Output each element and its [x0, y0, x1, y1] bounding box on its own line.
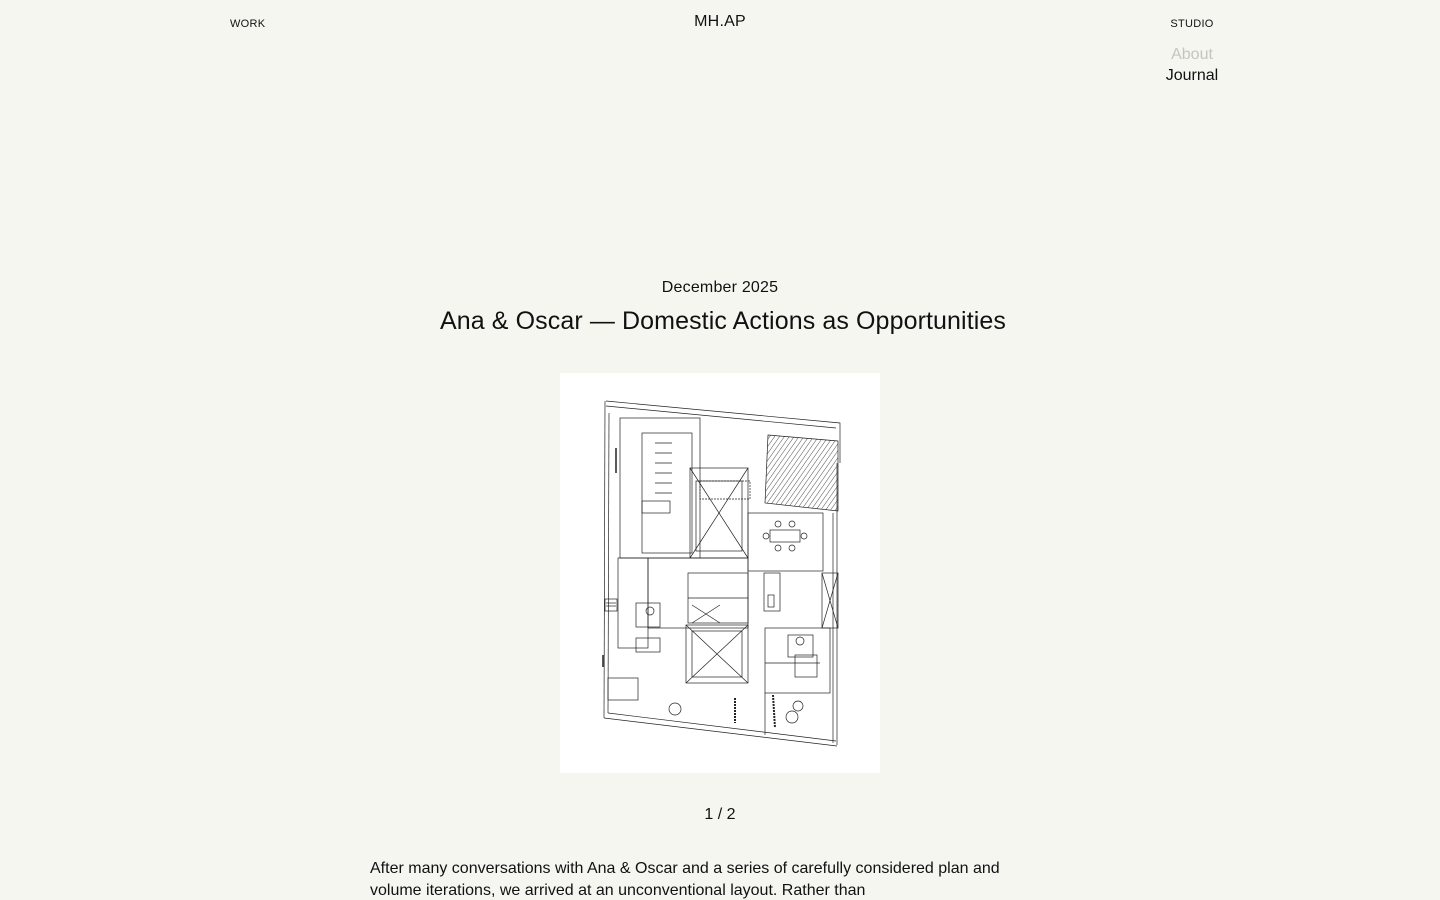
site-logo[interactable]: MH.AP [694, 13, 746, 30]
floor-plan-drawing [560, 373, 880, 773]
submenu-about-link[interactable]: About [1171, 46, 1213, 63]
submenu-journal-link[interactable]: Journal [1165, 67, 1219, 84]
gallery-counter: 1 / 2 [704, 806, 736, 823]
nav-work-link[interactable]: WORK [230, 18, 266, 30]
article-title: Ana & Oscar — Domestic Actions as Opportunities [439, 307, 1007, 335]
logo-container [0, 13, 1440, 31]
gallery-image[interactable] [560, 373, 880, 773]
article-body: After many conversations with Ana & Oscar and a series of carefully considered plan and volume iterations, we arrived at an unconventional layout. Rather than [370, 860, 1000, 899]
studio-submenu [1150, 44, 1234, 86]
article-date: December 2025 [661, 279, 779, 296]
nav-studio-link[interactable]: STUDIO [1170, 18, 1214, 30]
